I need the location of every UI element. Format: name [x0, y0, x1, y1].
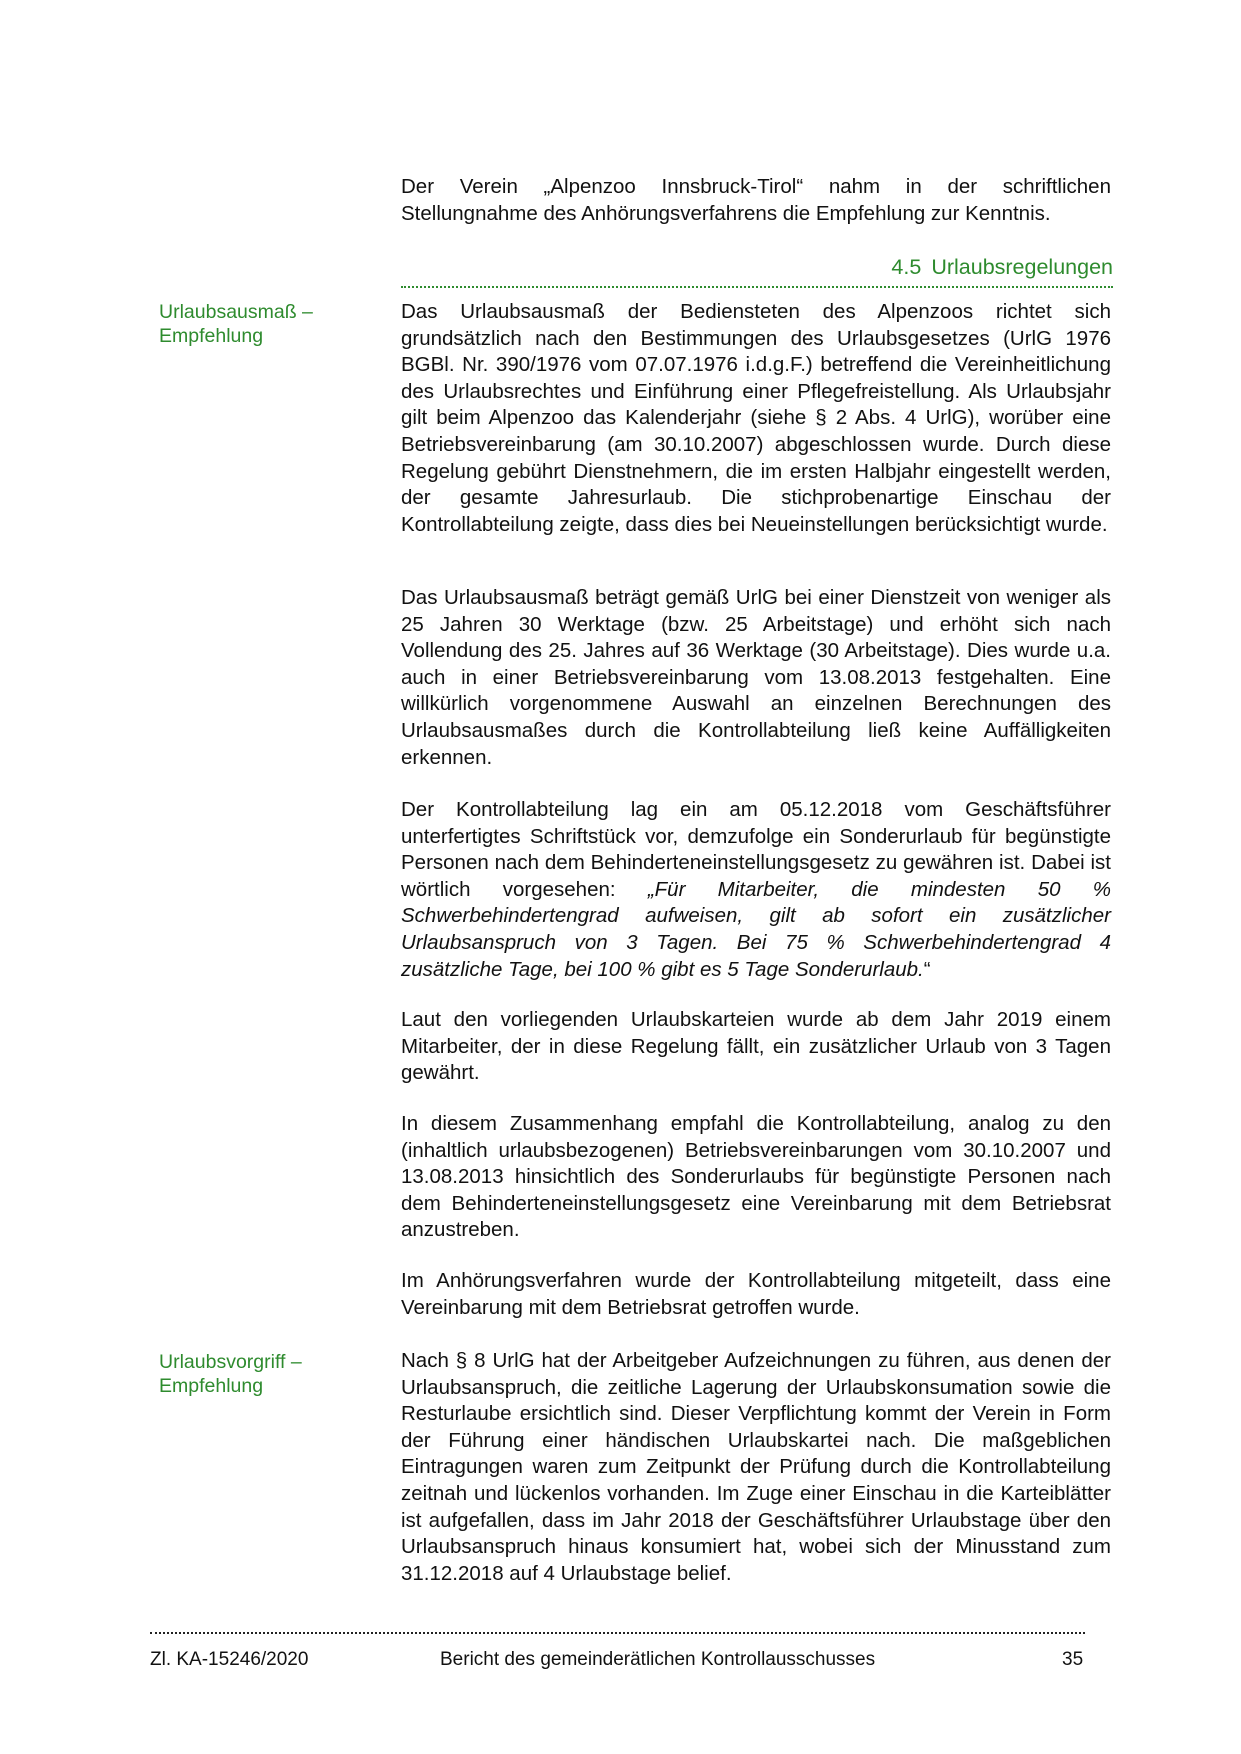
margin-note-urlaubsausmass: Urlaubsausmaß – Empfehlung	[159, 301, 313, 347]
section-heading	[401, 254, 1113, 288]
quoted-regulation: „Für Mitarbeiter, die mindesten 50 % Schwerbehindertengrad aufweisen, gilt ab sofort ein zusätzlicher Urlaubsanspruch von 3 Tagen. Bei 75 % Schwerbehindertengrad 4 zusätzliche Tage, bei 100 % gibt es 5 Tage Sonderurlaub.	[401, 877, 1111, 981]
body-paragraph-7: Nach § 8 UrlG hat der Arbeitgeber Aufzeichnungen zu führen, aus denen der Urlaubsanspruch, die zeitliche Lagerung der Urlaubskonsumation sowie die Resturlaube ersichtlich sind. Dieser Verpflichtung kommt der Verein in Form der Führung einer händischen Urlaubskartei nach. Die maßgeblichen Eintragungen waren zum Zeitpunkt der Prüfung durch die Kontrollabteilung zeitnah und lückenlos vorhanden. Im Zuge einer Einschau in die Karteiblätter ist aufgefallen, dass im Jahr 2018 der Geschäftsführer Urlaubstage über den Urlaubsanspruch hinaus konsumiert hat, wobei sich der Minusstand zum 31.12.2018 auf 4 Urlaubstage belief.	[401, 1349, 1111, 1585]
body-paragraph-1: Das Urlaubsausmaß der Bediensteten des Alpenzoos richtet sich grundsätzlich nach den Bestimmungen des Urlaubsgesetzes (UrlG 1976 BGBl. Nr. 390/1976 vom 07.07.1976 i.d.g.F.) betreffend die Vereinheitlichung des Urlaubsrechtes und Einführung einer Pflegefreistellung. Als Urlaubsjahr gilt beim Alpenzoo das Kalenderjahr (siehe § 2 Abs. 4 UrlG), worüber eine Betriebsvereinbarung (am 30.10.2007) abgeschlossen wurde. Durch diese Regelung gebührt Dienstnehmern, die im ersten Halbjahr eingestellt werden, der gesamte Jahresurlaub. Die stichprobenartige Einschau der Kontrollabteilung zeigte, dass dies bei Neueinstellungen berücksichtigt wurde.	[401, 300, 1111, 536]
section-number: 4.5	[891, 255, 922, 279]
footer-title: Bericht des gemeinderätlichen Kontrollausschusses	[440, 1649, 876, 1670]
body-paragraph-6: Im Anhörungsverfahren wurde der Kontrollabteilung mitgeteilt, dass eine Vereinbarung mit dem Betriebsrat getroffen wurde.	[401, 1269, 1111, 1319]
body-paragraph-3: Der Kontrollabteilung lag ein am 05.12.2018 vom Geschäftsführer unterfertigtes Schriftstück vor, demzufolge ein Sonderurlaub für begünstigte Personen nach dem Behinderteneinstellungsgesetz zu gewähren ist. Dabei ist wörtlich vorgesehen: „Für Mitarbeiter, die mindesten 50 % Schwerbehindertengrad aufweisen, gilt ab sofort ein zusätzlicher Urlaubsanspruch von 3 Tagen. Bei 75 % Schwerbehindertengrad 4 zusätzliche Tage, bei 100 % gibt es 5 Tage Sonderurlaub.“	[401, 798, 1111, 981]
body-paragraph-4: Laut den vorliegenden Urlaubskarteien wurde ab dem Jahr 2019 einem Mitarbeiter, der in diese Regelung fällt, ein zusätzlicher Urlaub von 3 Tagen gewährt.	[401, 1008, 1111, 1085]
margin-note-urlaubsvorgriff: Urlaubsvorgriff – Empfehlung	[159, 1351, 302, 1397]
body-paragraph-5: In diesem Zusammenhang empfahl die Kontrollabteilung, analog zu den (inhaltlich urlaubsbezogenen) Betriebsvereinbarungen vom 30.10.2007 und 13.08.2013 hinsichtlich des Sonderurlaubs für begünstigte Personen nach dem Behinderteneinstellungsgesetz eine Vereinbarung mit dem Betriebsrat anzustreben.	[401, 1112, 1111, 1242]
intro-paragraph: Der Verein „Alpenzoo Innsbruck-Tirol“ nahm in der schriftlichen Stellungnahme des Anhörungsverfahrens die Empfehlung zur Kenntnis.	[401, 175, 1111, 225]
body-paragraph-2: Das Urlaubsausmaß beträgt gemäß UrlG bei einer Dienstzeit von weniger als 25 Jahren 30 Werktage (bzw. 25 Arbeitstage) und erhöht sich nach Vollendung des 25. Jahres auf 36 Werktage (30 Arbeitstage). Dies wurde u.a. auch in einer Betriebsvereinbarung vom 13.08.2013 festgehalten. Eine willkürlich vorgenommene Auswahl an einzelnen Berechnungen des Urlaubsausmaßes durch die Kontrollabteilung ließ keine Auffälligkeiten erkennen.	[401, 586, 1111, 769]
footer-reference: Zl. KA-15246/2020	[150, 1649, 309, 1670]
page-number: 35	[1062, 1649, 1084, 1670]
footer-divider	[150, 1632, 1085, 1634]
section-title: Urlaubsregelungen	[931, 255, 1113, 279]
